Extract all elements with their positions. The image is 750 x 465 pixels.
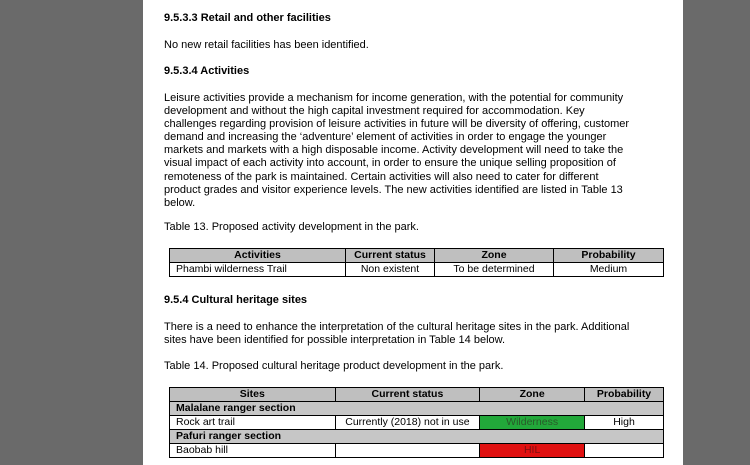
table-cell: Phambi wilderness Trail [170,263,346,277]
section-label: Malalane ranger section [170,402,664,416]
heading-retail: 9.5.3.3 Retail and other facilities [164,12,331,24]
paragraph-activities [164,92,654,210]
paragraph-retail: No new retail facilities has been identified. [164,39,369,51]
table-cell: Medium [554,263,664,277]
table-cell: Non existent [346,263,435,277]
table-14 [169,387,664,458]
activities-line: demand and increasing the ‘adventure’ element of activities in order to engage the younger [164,131,607,144]
section-row-malalane [170,402,664,416]
table-cell: High [585,416,664,430]
heading-activities: 9.5.3.4 Activities [164,65,250,77]
document-page [143,0,683,465]
caption-table-13: Table 13. Proposed activity development in the park. [164,221,419,233]
table-cell [335,444,480,458]
activities-line: challenges regarding provision of leisure activities in future will be diversity of offering, customer [164,118,630,131]
table-cell [585,444,664,458]
cultural-line: sites have been identified for possible interpretation in Table 14 below. [164,334,506,347]
column-header: Sites [170,388,336,402]
column-header: Current status [335,388,480,402]
table-cell: Currently (2018) not in use [335,416,480,430]
table-cell: Rock art trail [170,416,336,430]
table-row [170,416,664,430]
column-header: Probability [585,388,664,402]
activities-line: markets and markets with a high disposable income. Activity development will need to take the [164,144,624,157]
zone-cell-wilderness: Wilderness [480,416,585,430]
activities-line: development and without the high capital investment required for accommodation. Key [164,105,585,118]
column-header: Zone [435,249,554,263]
table-13 [169,248,664,277]
heading-cultural: 9.5.4 Cultural heritage sites [164,294,308,306]
activities-line: below. [164,196,196,209]
caption-table-14: Table 14. Proposed cultural heritage product development in the park. [164,360,504,372]
paragraph-cultural [164,321,654,347]
column-header: Current status [346,249,435,263]
cultural-line: There is a need to enhance the interpretation of the cultural heritage sites in the park. Additional [164,321,630,333]
viewer-background-left [0,0,143,465]
activities-line: product grades and visitor experience levels. The new activities identified are listed in Table 13 [164,183,623,196]
zone-cell-hil: HIL [480,444,585,458]
table-row [170,263,664,277]
section-label: Pafuri ranger section [170,430,664,444]
section-row-pafuri [170,430,664,444]
viewer-background-right [683,0,750,465]
table-header-row [170,388,664,402]
activities-line: Leisure activities provide a mechanism for income generation, with the potential for community [164,92,624,104]
table-cell: Baobab hill [170,444,336,458]
column-header: Zone [480,388,585,402]
column-header: Probability [554,249,664,263]
table-header-row [170,249,664,263]
activities-line: visual impact of each activity into account, in order to ensure the unique selling proposition of [164,157,616,170]
table-cell: To be determined [435,263,554,277]
activities-line: remoteness of the park is maintained. Certain activities will also need to cater for different [164,170,599,183]
column-header: Activities [170,249,346,263]
table-row [170,444,664,458]
